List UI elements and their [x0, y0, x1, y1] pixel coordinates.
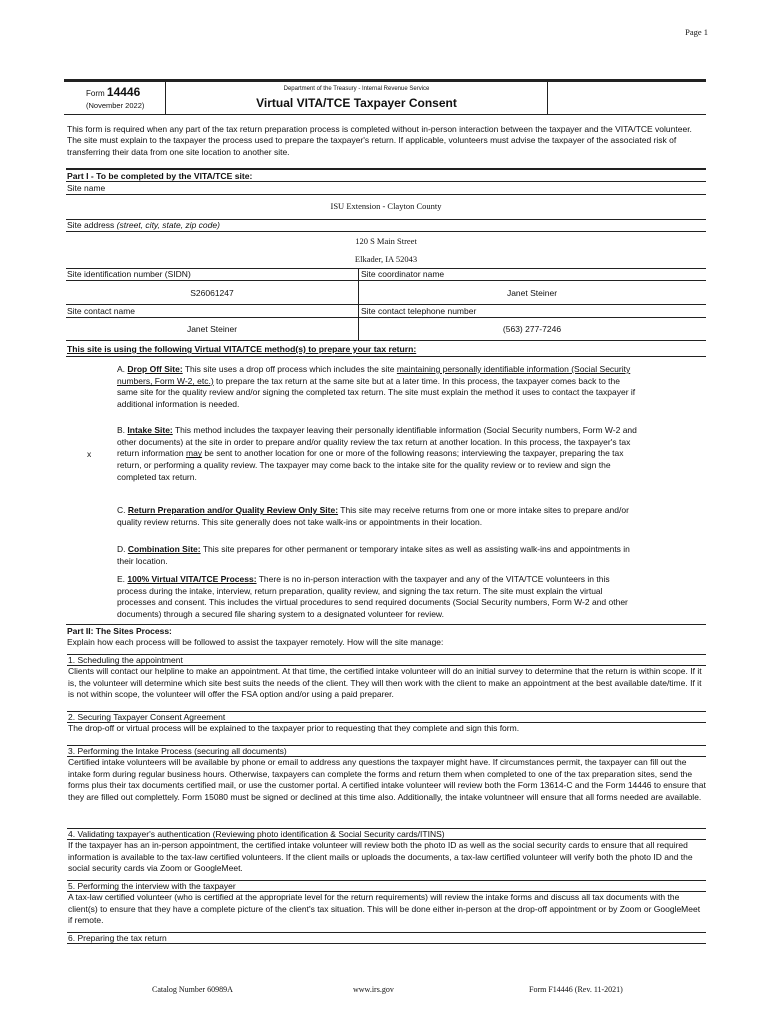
method-d: [117, 544, 637, 567]
form-prefix: Form: [86, 89, 105, 99]
method-c-text: This site may receive returns from one or more intake sites to prepare and/or quality review returns. This site generally does not take walk-ins or appointments in their location.: [117, 505, 629, 527]
form-id-cell: [64, 82, 166, 114]
sidn-value[interactable]: S26061247: [190, 288, 234, 298]
method-c: [117, 505, 637, 528]
footer-catalog: Catalog Number 60989A: [152, 985, 233, 994]
phone-label: Site contact telephone number: [361, 306, 477, 316]
divider: [66, 624, 706, 625]
item-2-title: 2. Securing Taxpayer Consent Agreement: [67, 711, 706, 723]
site-name-label: Site name: [67, 183, 106, 193]
item-3-title: 3. Performing the Intake Process (securing all documents): [67, 745, 706, 757]
method-e-name: 100% Virtual VITA/TCE Process:: [127, 574, 257, 584]
divider: [66, 194, 706, 195]
item-4-body[interactable]: If the taxpayer has an in-person appointment, the certified intake volunteer will review both the photo ID as well as the social security cards to ensure that all required information is available to the tax-law certified volunteers. If the client mails or uploads the documents, a tax-law certified volunteer will verify both the photo ID and the social security cards via Zoom or GoogleMeet.: [68, 840, 693, 874]
coordinator-label: Site coordinator name: [361, 269, 445, 279]
method-b-underline: may: [185, 448, 203, 459]
method-a-underline: maintaining personally identifiable information (Social Security numbers, Form W-2, etc.): [117, 364, 631, 386]
divider: [66, 340, 706, 341]
form-title-cell: [166, 82, 548, 114]
divider: [66, 304, 706, 305]
divider: [66, 231, 706, 232]
item-1-body[interactable]: Clients will contact our helpline to make an appointment. At that time, the certified intake volunteer will do an initial survey to determine that the return is within scope. If it is, the volunteer will determine which site best suits the needs of the client. They will then work with the client to make an appointment at the best available date/time. If it is not within scope, the volunteer will offer the FSA option and/or using a paid preparer.: [68, 666, 702, 700]
method-c-name: Return Preparation and/or Quality Review Only Site:: [127, 505, 339, 515]
coordinator-value[interactable]: Janet Steiner: [506, 288, 558, 298]
method-b-letter: B.: [117, 425, 126, 435]
part1-heading: Part I - To be completed by the VITA/TCE site:: [66, 168, 706, 182]
method-a-text1: This site uses a drop off process which includes the site: [182, 364, 397, 374]
method-d-text: This site prepares for other permanent or temporary intake sites as well as assisting walk-ins and appointments in their location.: [117, 544, 630, 566]
divider: [66, 280, 706, 281]
method-d-name: Combination Site:: [127, 544, 201, 554]
item-4-title: 4. Validating taxpayer's authentication (Reviewing photo identification & Social Security cards/ITINS): [67, 828, 706, 840]
part2-subheading: Explain how each process will be followed to assist the taxpayer remotely. How will the site manage:: [67, 637, 444, 647]
contact-label: Site contact name: [67, 306, 136, 316]
method-e-text: There is no in-person interaction with the taxpayer and any of the VITA/TCE volunteers in this process during the intake, interview, return preparation, quality review, and signing the tax return. The site must explain the virtual processes and consent. This includes the virtual procedures to send required documents (Social Security numbers, Form W-2 and other documents) through a secured file sharing system to a designated volunteer for review.: [117, 574, 628, 620]
item-1-title: 1. Scheduling the appointment: [67, 654, 706, 666]
form-header: [64, 79, 706, 115]
form-title: Virtual VITA/TCE Taxpayer Consent: [256, 95, 457, 110]
footer-url[interactable]: www.irs.gov: [353, 985, 394, 994]
page-number: Page 1: [685, 27, 708, 37]
sidn-label: Site identification number (SIDN): [67, 269, 191, 279]
method-b: [117, 425, 637, 484]
divider: [66, 317, 706, 318]
item-6-title: 6. Preparing the tax return: [67, 932, 706, 944]
method-a-text2: to prepare the tax return at the same site but at a later time. In this process, the taxpayer comes back to the same site for the quality review and/or signing the completed tax return. The site must explain the method it uses to contact the taxpayer if additional information is needed.: [117, 375, 636, 410]
site-name-value[interactable]: ISU Extension - Clayton County: [330, 201, 442, 211]
method-b-text1: This method includes the taxpayer leaving their personally identifiable information (Social Security numbers, Form W-2 and other documents) at the site in order to prepare and/or quality review the tax return at another location. In this process, the taxpayer's tax return information: [117, 425, 637, 459]
department-name: Department of the Treasury - Internal Revenue Service: [283, 86, 430, 92]
form-blank-cell: [548, 82, 706, 114]
method-a-letter: A.: [117, 364, 126, 374]
item-5-body[interactable]: A tax-law certified volunteer (who is certified at the appropriate level for the return requirements) will review the intake forms and discuss all tax documents with the client(s) to ensure that they have a complete picture of the client's tax situation. This will be done either in-person at the drop-off appointment or by Zoom or GoogleMeet if remote.: [68, 892, 701, 926]
site-address-line1[interactable]: 120 S Main Street: [355, 236, 417, 246]
method-b-text2: be sent to another location for one or more of the following reasons; interviewing the taxpayer, preparing the tax return, or performing a quality review. The taxpayer may come back to the intake site for the quality review or to review and sign the completed tax return.: [117, 448, 624, 482]
method-e: [117, 574, 637, 621]
site-address-label: Site address: [67, 220, 115, 230]
method-c-letter: C.: [117, 505, 126, 515]
form-number: 14446: [106, 85, 141, 100]
part2-heading: Part II: The Sites Process:: [67, 626, 172, 636]
footer-form-rev: Form F14446 (Rev. 11-2021): [529, 985, 623, 994]
phone-value[interactable]: (563) 277-7246: [502, 324, 562, 334]
methods-heading: This site is using the following Virtual VITA/TCE method(s) to prepare your tax return:: [67, 344, 417, 354]
method-e-letter: E.: [117, 574, 126, 584]
method-a: [117, 364, 637, 411]
method-a-name: Drop Off Site:: [127, 364, 183, 374]
site-address-label-row: [67, 220, 220, 231]
item-2-body[interactable]: The drop-off or virtual process will be explained to the taxpayer prior to requesting that they complete and sign this form.: [68, 723, 520, 733]
method-b-selected-mark[interactable]: x: [87, 449, 92, 459]
method-b-name: Intake Site:: [127, 425, 173, 435]
method-d-letter: D.: [117, 544, 126, 554]
site-address-line2[interactable]: Elkader, IA 52043: [354, 254, 418, 264]
item-3-body[interactable]: Certified intake volunteers will be available by phone or email to address any questions the taxpayer might have. If circumstances permit, the taxpayer can fill out the intake form during regular business hours. Otherwise, taxpayers can complete the forms and return them when completed to one of the tax preparation sites, send the forms plus their tax documents certified mail, or use the customer portal. A certified intake volunteer will review both the Form 13614-C and the Form 14446 to ensure that they are filled out complettely. Form 15080 must be signed or declined at this time also. Additionally, the intake voluntneer will ensure that all forms needed are available.: [68, 757, 706, 803]
form-date: (November 2022): [86, 100, 145, 110]
intro-text: This form is required when any part of the tax return preparation process is completed without in-person interaction between the taxpayer and the VITA/TCE volunteer. The site must explain to the taxpayer the process used to prepare the taxpayer's return. If applicable, volunteers must advise the taxpayer of the associated risk of transferring their data from one site location to another site.: [67, 124, 692, 157]
contact-value[interactable]: Janet Steiner: [186, 324, 238, 334]
site-address-hint: (street, city, state, zip code): [116, 220, 220, 230]
divider: [66, 356, 706, 357]
item-5-title: 5. Performing the interview with the taxpayer: [67, 880, 706, 892]
